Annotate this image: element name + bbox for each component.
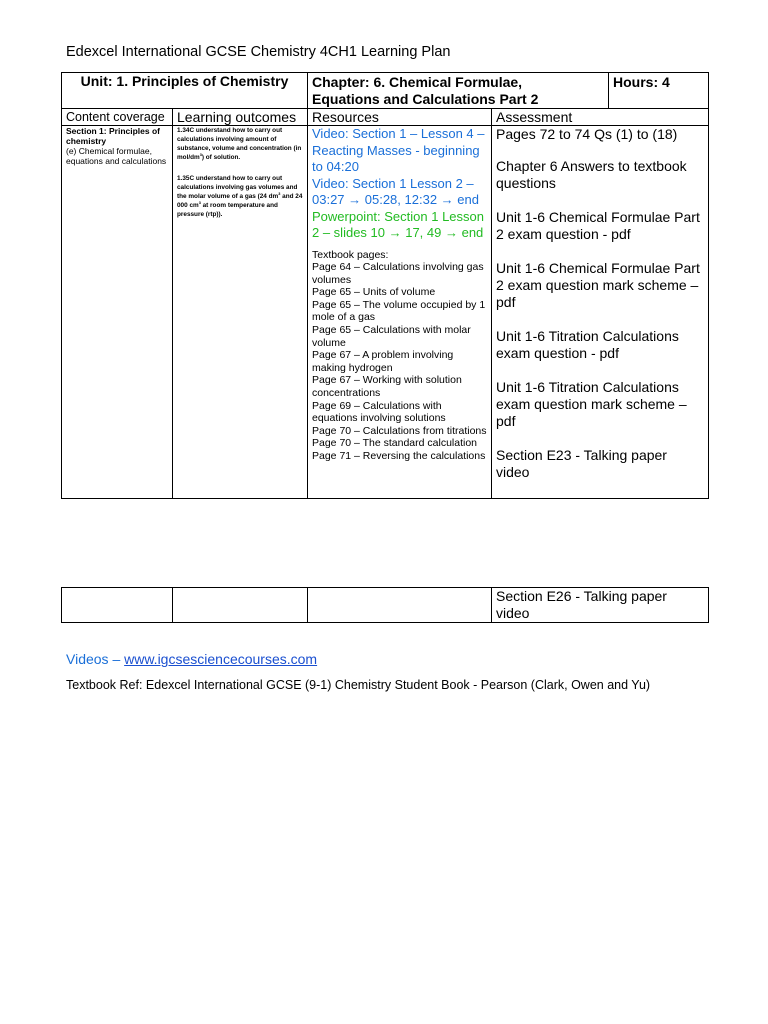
learning-plan-table bbox=[61, 72, 709, 499]
outcome-2-sup-2: 3 bbox=[198, 200, 201, 205]
content-row bbox=[62, 126, 709, 499]
textbook-heading: Textbook pages: bbox=[312, 248, 389, 261]
videos-label: Videos – bbox=[66, 651, 125, 667]
textbook-page-item: Page 65 – The volume occupied by 1 mole of a gas bbox=[312, 298, 486, 324]
assessment-item: Unit 1-6 Titration Calculations exam question - pdf bbox=[496, 328, 679, 361]
outcome-1-sup: 3 bbox=[199, 152, 202, 157]
textbook-page-item: Page 67 – Working with solution concentrations bbox=[312, 374, 462, 400]
outcome-2-sup-1: 3 bbox=[278, 191, 281, 196]
column-header-row bbox=[62, 109, 709, 126]
assessment-item: Unit 1-6 Titration Calculations exam question mark scheme – pdf bbox=[496, 379, 687, 429]
chapter-line-2: Equations and Calculations Part 2 bbox=[312, 91, 539, 107]
chapter-line-1: Chapter: 6. Chemical Formulae, bbox=[312, 74, 523, 90]
document-title: Edexcel International GCSE Chemistry 4CH1 Learning Plan bbox=[66, 44, 451, 60]
table-header-row bbox=[62, 73, 709, 109]
outcome-1-34c bbox=[177, 126, 303, 162]
column-header-content: Content coverage bbox=[62, 109, 173, 126]
content-subsection: (e) Chemical formulae, equations and calculations bbox=[66, 146, 167, 166]
unit-cell: Unit: 1. Principles of Chemistry bbox=[62, 73, 308, 109]
assessment-item: Chapter 6 Answers to textbook questions bbox=[496, 158, 687, 191]
chapter-cell bbox=[308, 73, 609, 109]
outcome-2-text: 1.35C understand how to carry out calculations involving gas volumes and the molar volume of a gas (24 dm bbox=[177, 175, 298, 200]
textbook-page-item: Page 65 – Calculations with molar volume bbox=[312, 324, 471, 349]
column-header-resources: Resources bbox=[308, 109, 492, 126]
video-link-lesson-2[interactable]: Video: Section 1 Lesson 2 – 03:27 → 05:28, 12:32 → end bbox=[312, 175, 479, 207]
outcome-2-text-mid: and 24 000 cm bbox=[177, 193, 303, 209]
continuation-resources-cell bbox=[308, 588, 492, 623]
assessment-item: Section E23 - Talking paper video bbox=[496, 447, 667, 480]
content-coverage-cell bbox=[62, 126, 173, 499]
powerpoint-link[interactable]: Powerpoint: Section 1 Lesson 2 – slides 10 → 17, 49 → end bbox=[312, 208, 484, 240]
textbook-page-item: Page 70 – The standard calculation bbox=[312, 437, 478, 450]
continuation-assessment-cell: Section E26 - Talking paper video bbox=[492, 588, 709, 623]
resources-cell bbox=[308, 126, 492, 499]
continuation-content-cell bbox=[62, 588, 173, 623]
textbook-page-item: Page 69 – Calculations with equations involving solutions bbox=[312, 399, 446, 425]
outcome-1-text: 1.34C understand how to carry out calculations involving amount of substance, volume and concentration (in mol/dm bbox=[177, 127, 302, 161]
videos-line bbox=[66, 651, 317, 667]
textbook-page-item: Page 64 – Calculations involving gas volumes bbox=[312, 261, 484, 286]
textbook-page-item: Page 67 – A problem involving making hydrogen bbox=[312, 349, 454, 374]
continuation-table bbox=[61, 587, 709, 623]
textbook-page-item: Page 65 – Units of volume bbox=[312, 286, 436, 299]
column-header-assessment: Assessment bbox=[492, 109, 709, 126]
assessment-cell bbox=[492, 126, 709, 499]
textbook-page-item: Page 71 – Reversing the calculations bbox=[312, 450, 486, 462]
textbook-page-item: Page 70 – Calculations from titrations bbox=[312, 424, 487, 437]
content-section: Section 1: Principles of chemistry bbox=[66, 126, 160, 146]
continuation-outcomes-cell bbox=[173, 588, 308, 623]
textbook-reference: Textbook Ref: Edexcel International GCSE (9-1) Chemistry Student Book - Pearson (Clark, Owen and Yu) bbox=[66, 678, 651, 692]
outcome-1-35c bbox=[177, 174, 303, 219]
learning-outcomes-cell bbox=[173, 126, 308, 499]
continuation-row bbox=[62, 588, 709, 623]
column-header-outcomes: Learning outcomes bbox=[173, 109, 308, 126]
video-link-lesson-4[interactable]: Video: Section 1 – Lesson 4 – Reacting Masses - beginning to 04:20 bbox=[312, 126, 485, 174]
textbook-pages bbox=[312, 249, 487, 463]
hours-cell: Hours: 4 bbox=[609, 73, 709, 109]
assessment-item: Pages 72 to 74 Qs (1) to (18) bbox=[496, 126, 678, 142]
outcome-2-text-end: at room temperature and pressure (rtp)). bbox=[177, 202, 278, 218]
assessment-item: Unit 1-6 Chemical Formulae Part 2 exam question mark scheme – pdf bbox=[496, 260, 700, 310]
assessment-item: Unit 1-6 Chemical Formulae Part 2 exam question - pdf bbox=[496, 209, 700, 242]
outcome-1-text-end: ) of solution. bbox=[201, 154, 241, 161]
videos-website-link[interactable]: www.igcsesciencecourses.com bbox=[124, 651, 318, 667]
